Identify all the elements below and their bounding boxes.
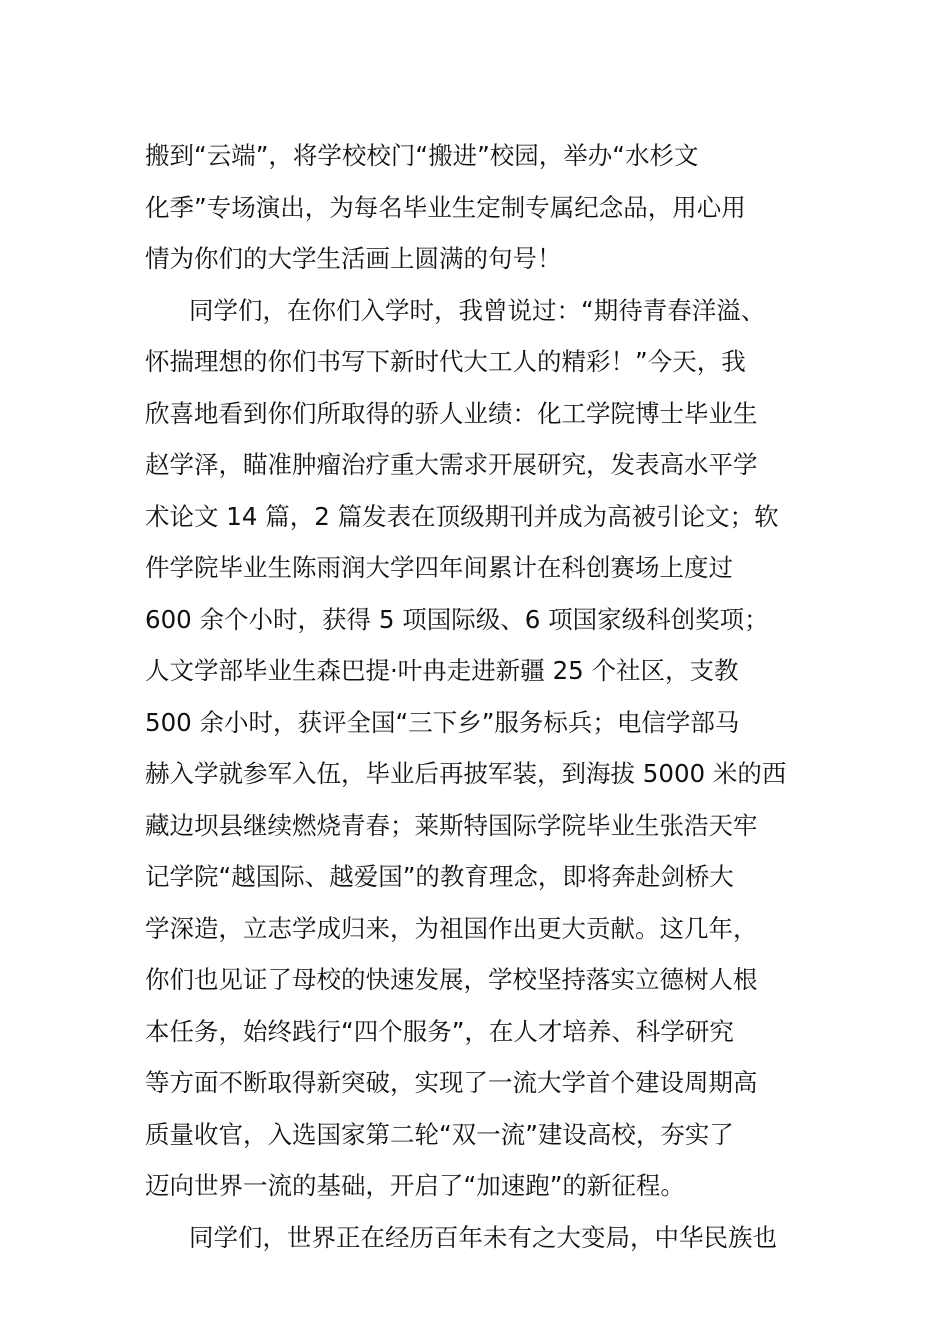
text-line: 600 余个小时，获得 5 项国际级、6 项国家级科创奖项； xyxy=(145,604,769,634)
text-line: 欣喜地看到你们所取得的骄人业绩：化工学院博士毕业生 xyxy=(145,398,758,428)
text-line: 藏边坝县继续燃烧青春；莱斯特国际学院毕业生张浩天牢 xyxy=(145,810,758,840)
text-line: 赫入学就参军入伍，毕业后再披军装，到海拔 5000 米的西 xyxy=(145,759,787,788)
text-line: 等方面不断取得新突破，实现了一流大学首个建设周期高 xyxy=(145,1068,758,1097)
text-line: 人文学部毕业生森巴提·叶冉走进新疆 25 个社区，支教 xyxy=(145,656,739,685)
document-body xyxy=(145,130,815,1263)
text-line: 同学们，世界正在经历百年未有之大变局，中华民族也 xyxy=(189,1222,777,1252)
text-line: 搬到“云端”，将学校校门“搬进”校园，举办“水杉文 xyxy=(145,141,699,170)
text-line: 500 余小时，获评全国“三下乡”服务标兵；电信学部马 xyxy=(145,707,740,737)
text-line: 同学们，在你们入学时，我曾说过：“期待青春洋溢、 xyxy=(189,295,766,325)
text-line: 记学院“越国际、越爱国”的教育理念，即将奔赴剑桥大 xyxy=(145,862,734,891)
text-line: 本任务，始终践行“四个服务”，在人才培养、科学研究 xyxy=(145,1016,734,1046)
text-line: 迈向世界一流的基础，开启了“加速跑”的新征程。 xyxy=(145,1171,685,1200)
text-line: 化季”专场演出，为每名毕业生定制专属纪念品，用心用 xyxy=(145,192,746,222)
text-line: 件学院毕业生陈雨润大学四年间累计在科创赛场上度过 xyxy=(145,553,733,582)
text-line: 学深造，立志学成归来，为祖国作出更大贡献。这几年， xyxy=(145,913,758,943)
text-line: 情为你们的大学生活画上圆满的句号！ xyxy=(145,244,562,273)
text-line: 怀揣理想的你们书写下新时代大工人的精彩！”今天，我 xyxy=(145,347,746,376)
text-line: 赵学泽，瞄准肿瘤治疗重大需求开展研究，发表高水平学 xyxy=(145,450,758,479)
text-line: 术论文 14 篇，2 篇发表在顶级期刊并成为高被引论文；软 xyxy=(145,501,779,531)
text-line: 你们也见证了母校的快速发展，学校坚持落实立德树人根 xyxy=(145,965,758,994)
text-line: 质量收官，入选国家第二轮“双一流”建设高校，夯实了 xyxy=(145,1119,734,1149)
